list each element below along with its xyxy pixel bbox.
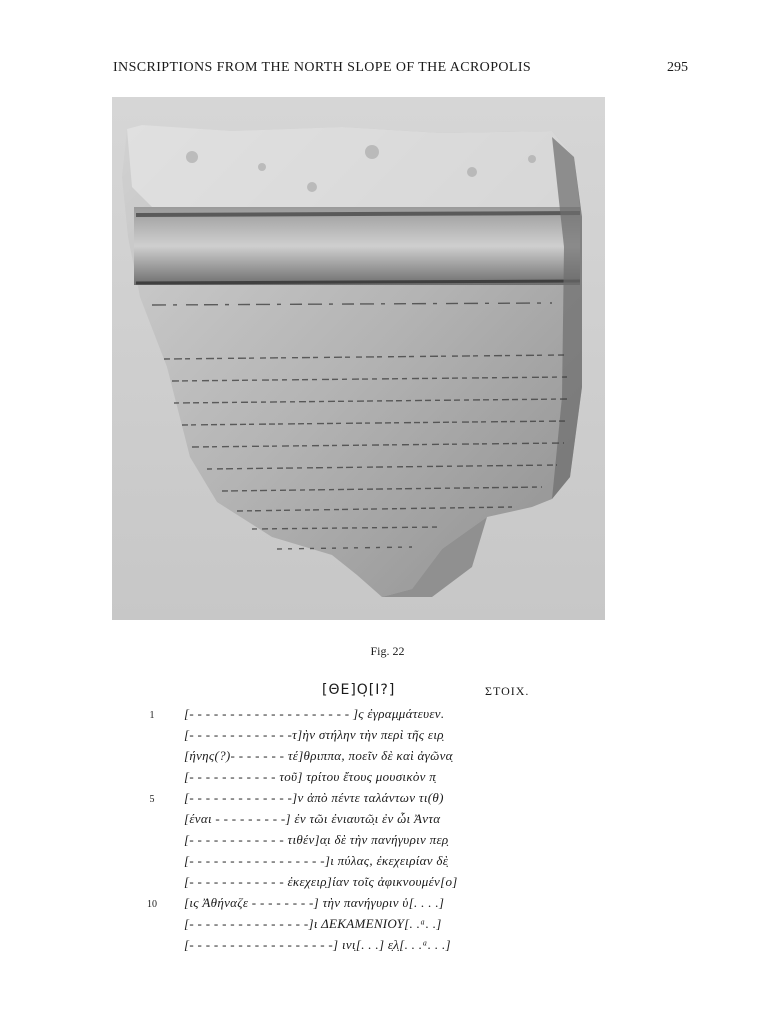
line-text: [- - - - - - - - - - - - -]ν ἀπὸ πέντε ταλάντων τι(θ) [184, 790, 444, 805]
inscription-line [0, 748, 775, 770]
inscription-line [0, 811, 775, 833]
stoichedon-label: ΣΤΟΙΧ. [485, 684, 530, 698]
line-text: [- - - - - - - - - - - - - - -]ι ΔΕΚΑΜΕΝΙΟΥ[. .ᵃ. .] [184, 916, 442, 931]
inscription-photograph [112, 97, 605, 620]
line-text: [ις Ἀθήναζε - - - - - - - -] τὴν πανήγυριν ὑ[. . . .] [184, 895, 445, 910]
line-number: 5 [149, 794, 155, 805]
figure-caption: Fig. 22 [370, 644, 405, 658]
line-text: [- - - - - - - - - - - - τιθέν]α̣ι δὲ τὴν πανήγυριν περ̣ [184, 832, 449, 847]
inscription-line [0, 706, 775, 728]
page-number: 295 [667, 60, 688, 75]
inscription-line [0, 937, 775, 959]
inscription-header [0, 682, 775, 702]
inscription-line [0, 769, 775, 791]
line-text: [- - - - - - - - - - - τοῦ] τρίτου ἔτους μουσικὸν π̣ [184, 769, 437, 784]
inscription-line [0, 727, 775, 749]
inscription-line [0, 790, 775, 812]
line-number: 10 [147, 899, 157, 910]
line-text: [ήνης(?)- - - - - - - τέ]θριππα, ποεῖν δὲ καὶ ἀγῶνα̣ [184, 748, 453, 763]
line-text: [- - - - - - - - - - - - -τ]ὴν στήλην τὴν περὶ τῆς ειρ̣ [184, 727, 444, 742]
inscription-line [0, 853, 775, 875]
line-text: [- - - - - - - - - - - - - - - - -]ι πύλας, ἐκεχειρίαν δὲ̣ [184, 853, 449, 868]
line-number: 1 [149, 710, 155, 721]
inscription-line [0, 874, 775, 896]
line-text: [- - - - - - - - - - - - - - - - - - - - ]ς ἐγραμ̣μάτευεν. [184, 706, 445, 721]
inscription-heading: [ΘΕ]Ο̣[Ι?] [322, 682, 396, 698]
inscription-line [0, 895, 775, 917]
running-head [113, 60, 688, 80]
running-title: INSCRIPTIONS FROM THE NORTH SLOPE OF THE ACROPOLIS [113, 60, 532, 75]
line-text: [- - - - - - - - - - - - ἐκεχειρ̣]ίαν τοῖς ἀφικνουμέν[ο] [184, 874, 458, 889]
line-text: [- - - - - - - - - - - - - - - - - -] ινι̣[. . .] ε̣λ̣[. . .ᵃ. . .] [184, 937, 451, 952]
line-text: [έναι - - - - - - - - -] ἐν τῶι ἐνιαυτῶ̣ι ἐν ὧι Ἀντα [184, 811, 441, 826]
inscription-line [0, 916, 775, 938]
inscription-line [0, 832, 775, 854]
